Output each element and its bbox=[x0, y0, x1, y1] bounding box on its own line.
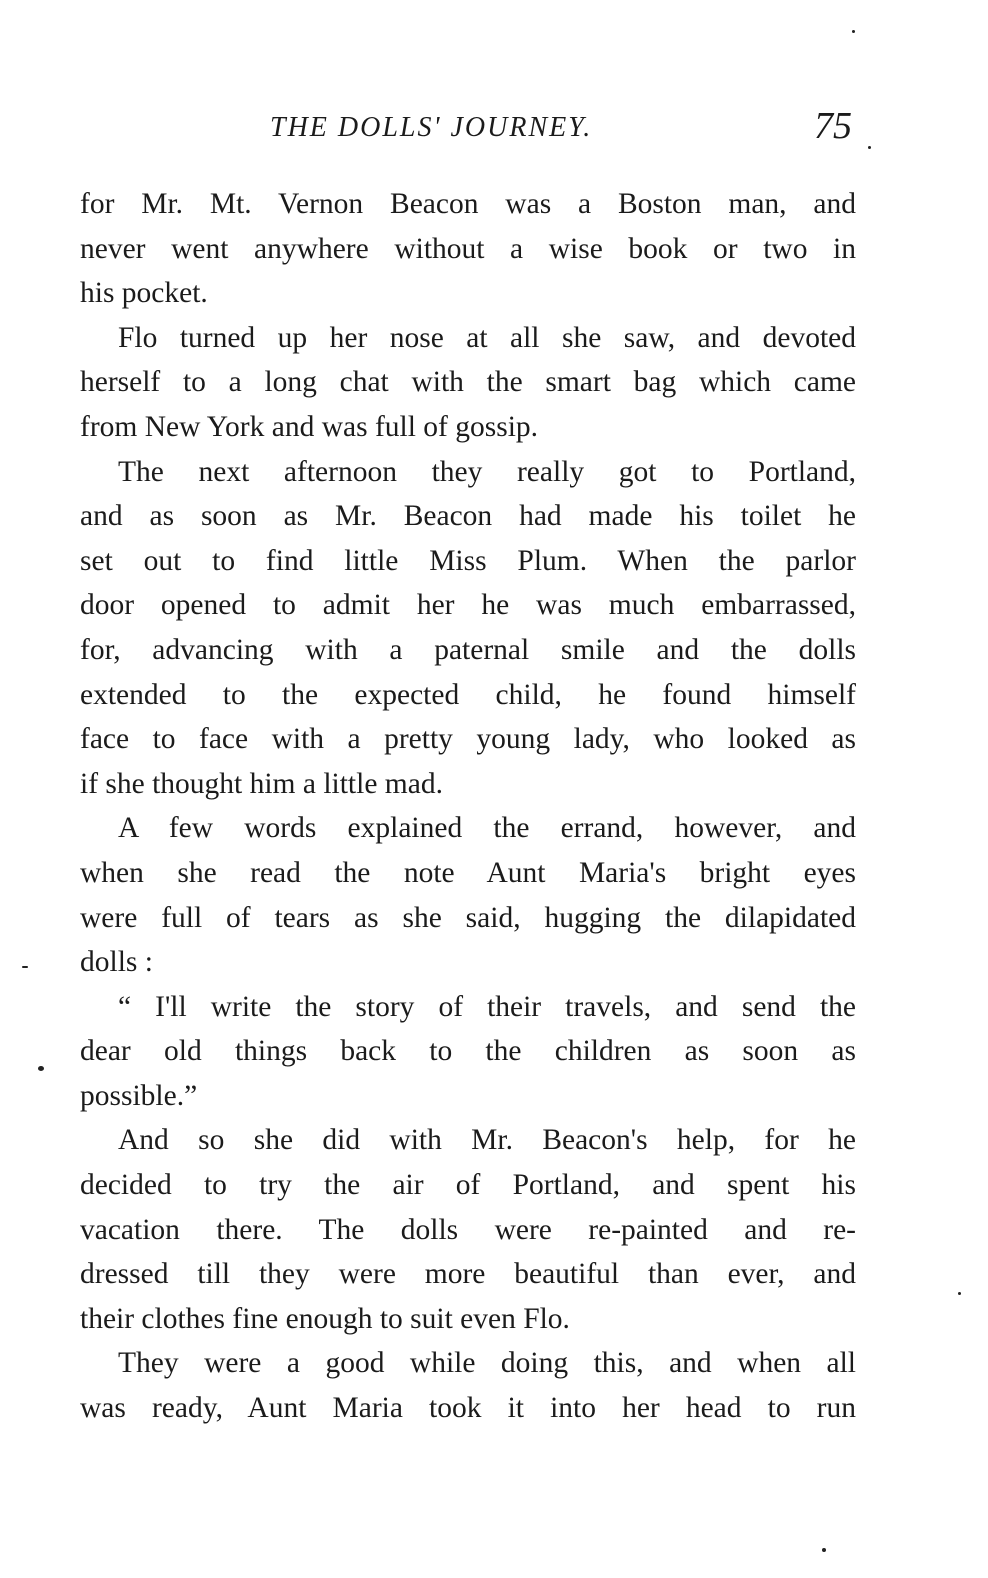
text-line: door opened to admit her he was much embarrassed, bbox=[80, 589, 856, 622]
running-head bbox=[80, 104, 860, 154]
text-line: was ready, Aunt Maria took it into her head to run bbox=[80, 1392, 856, 1425]
speck-mark bbox=[868, 146, 871, 149]
text-line: decided to try the air of Portland, and spent his bbox=[80, 1169, 856, 1202]
text-line: if she thought him a little mad. bbox=[80, 767, 443, 800]
running-title: THE DOLLS' JOURNEY. bbox=[270, 112, 593, 143]
page-number: 75 bbox=[814, 105, 852, 147]
text-line: vacation there. The dolls were re-painted and re- bbox=[80, 1213, 856, 1246]
text-line: Flo turned up her nose at all she saw, and devoted bbox=[118, 321, 856, 354]
text-line: dressed till they were more beautiful than ever, and bbox=[80, 1258, 856, 1291]
text-line: his pocket. bbox=[80, 277, 208, 310]
text-line: face to face with a pretty young lady, who looked as bbox=[80, 723, 856, 756]
speck-mark bbox=[38, 1066, 44, 1071]
text-line: dolls : bbox=[80, 946, 153, 979]
text-line: set out to find little Miss Plum. When the parlor bbox=[80, 544, 856, 577]
text-line: “ I'll write the story of their travels, and send the bbox=[118, 990, 856, 1023]
text-line: when she read the note Aunt Maria's bright eyes bbox=[80, 856, 856, 889]
text-line: and as soon as Mr. Beacon had made his toilet he bbox=[80, 500, 856, 533]
text-line: were full of tears as she said, hugging the dilapidated bbox=[80, 901, 856, 934]
text-line: They were a good while doing this, and when all bbox=[118, 1347, 856, 1380]
text-line: herself to a long chat with the smart bag which came bbox=[80, 366, 856, 399]
text-line: from New York and was full of gossip. bbox=[80, 410, 539, 443]
text-line: extended to the expected child, he found himself bbox=[80, 678, 856, 711]
text-line: possible.” bbox=[80, 1079, 198, 1112]
text-line: dear old things back to the children as soon as bbox=[80, 1035, 856, 1068]
text-line: for, advancing with a paternal smile and the dolls bbox=[80, 633, 856, 666]
speck-mark bbox=[958, 1292, 961, 1295]
text-line: And so she did with Mr. Beacon's help, for he bbox=[118, 1124, 856, 1157]
text-line: their clothes fine enough to suit even Flo. bbox=[80, 1302, 570, 1335]
text-line: The next afternoon they really got to Portland, bbox=[118, 455, 856, 488]
body-text bbox=[80, 184, 856, 1433]
text-line: never went anywhere without a wise book or two in bbox=[80, 232, 856, 265]
speck-mark bbox=[22, 966, 28, 968]
speck-mark bbox=[822, 1548, 826, 1552]
text-line: A few words explained the errand, however, and bbox=[118, 812, 856, 845]
speck-mark bbox=[852, 30, 855, 33]
text-line: for Mr. Mt. Vernon Beacon was a Boston man, and bbox=[80, 188, 856, 220]
